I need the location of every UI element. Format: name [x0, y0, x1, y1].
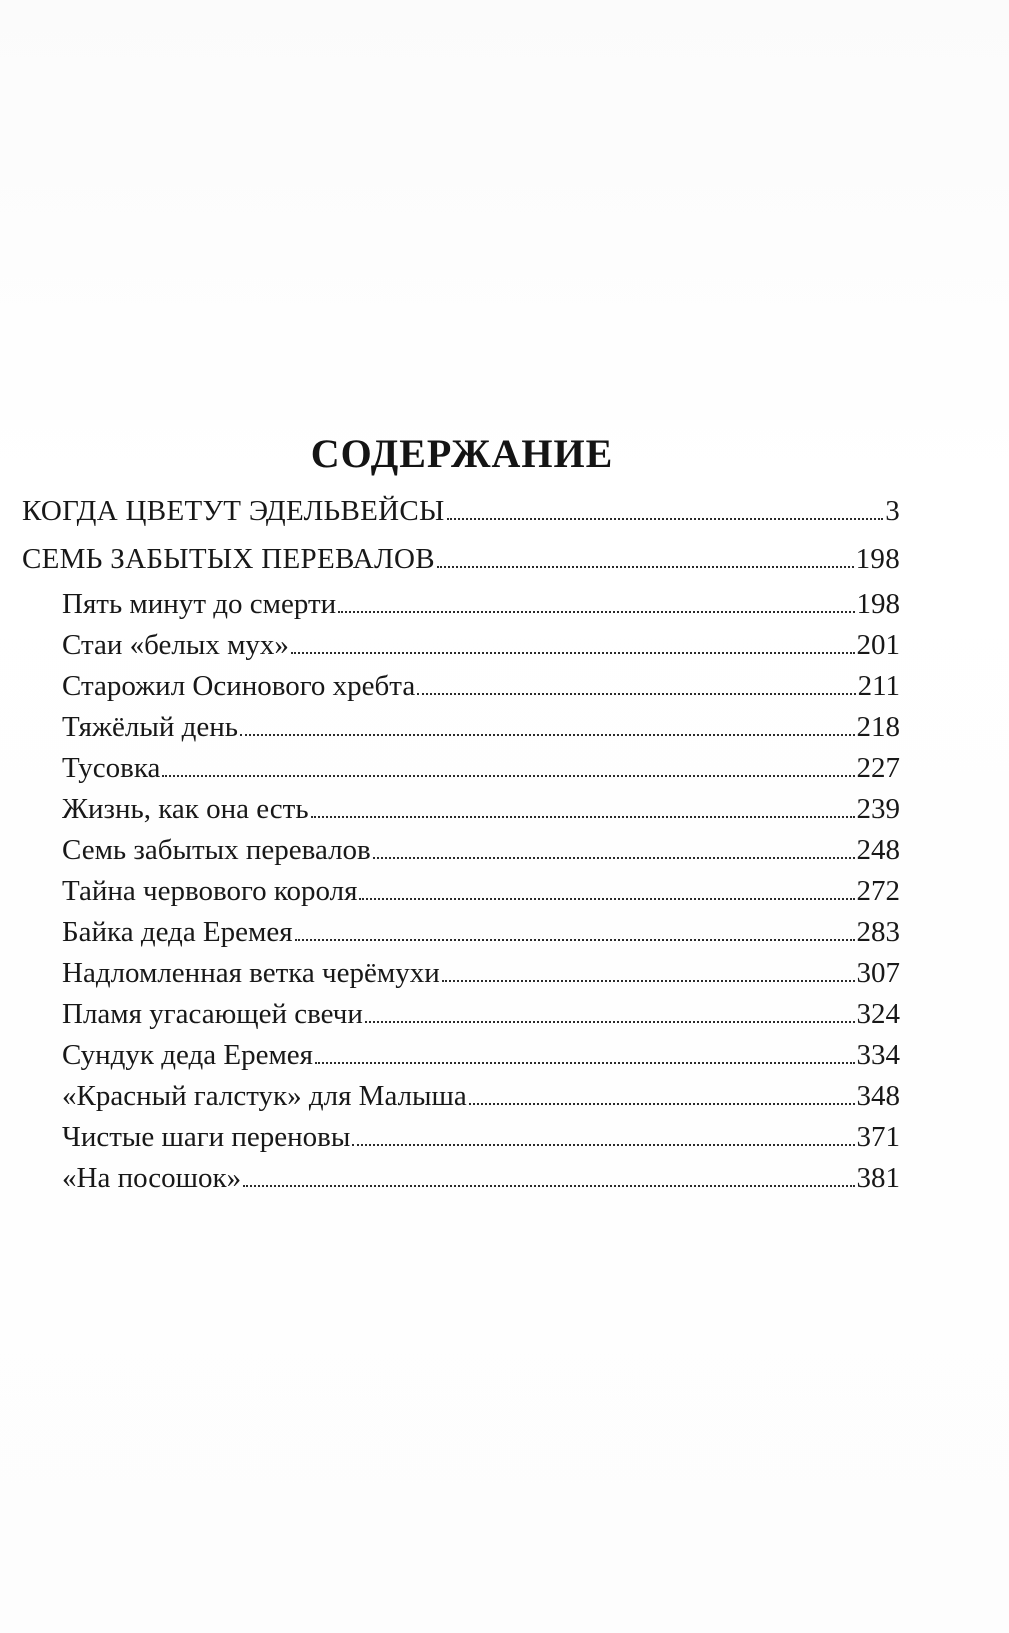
dot-leader [437, 566, 854, 568]
page-number: 239 [856, 793, 900, 825]
dot-leader [417, 693, 855, 695]
toc-chapter-entry[interactable] [62, 1160, 900, 1196]
page-number: 218 [856, 711, 900, 743]
chapter-title: Жизнь, как она есть [62, 793, 309, 825]
page-number: 283 [856, 916, 900, 948]
toc-chapter-entry[interactable] [62, 873, 900, 909]
chapter-title: Стаи «белых мух» [62, 629, 289, 661]
dot-leader [295, 939, 855, 941]
toc-chapter-entry[interactable] [62, 1037, 900, 1073]
page-number: 201 [856, 629, 900, 661]
page-number: 334 [856, 1039, 900, 1071]
page-number: 324 [856, 998, 900, 1030]
dot-leader [352, 1144, 854, 1146]
toc-chapter-entry[interactable] [62, 996, 900, 1032]
page-number: 272 [856, 875, 900, 907]
chapter-title: Пять минут до смерти [62, 588, 337, 620]
page-number: 307 [856, 957, 900, 989]
page-number: 381 [856, 1162, 900, 1194]
toc-part-entry[interactable] [22, 493, 900, 529]
page-number: 198 [855, 543, 900, 575]
chapter-title: Чистые шаги переновы [62, 1121, 351, 1153]
toc-title: СОДЕРЖАНИЕ [310, 431, 614, 476]
dot-leader [291, 652, 855, 654]
toc-chapter-entry[interactable] [62, 627, 900, 663]
dot-leader [338, 611, 854, 613]
toc-chapter-entry[interactable] [62, 832, 900, 868]
page-number: 248 [856, 834, 900, 866]
toc-chapter-entry[interactable] [62, 750, 900, 786]
dot-leader [373, 857, 855, 859]
toc-chapter-entry[interactable] [62, 791, 900, 827]
toc-chapter-entry[interactable] [62, 586, 900, 622]
chapter-title: «На посошок» [62, 1162, 242, 1194]
toc-chapter-entry[interactable] [62, 1119, 900, 1155]
chapter-title: Сундук деда Еремея [62, 1039, 314, 1071]
page-number: 371 [856, 1121, 900, 1153]
page-number: 227 [856, 752, 900, 784]
page-number: 211 [857, 670, 900, 702]
dot-leader [315, 1062, 854, 1064]
dot-leader [311, 816, 855, 818]
toc-part-entry[interactable] [22, 541, 900, 577]
toc-chapter-entry[interactable] [62, 1078, 900, 1114]
toc-chapter-entry[interactable] [62, 668, 900, 704]
dot-leader [240, 734, 855, 736]
dot-leader [365, 1021, 855, 1023]
page-number: 348 [856, 1080, 900, 1112]
dot-leader [162, 775, 854, 777]
chapter-title: Тусовка [62, 752, 161, 784]
dot-leader [447, 518, 884, 520]
chapter-title: Старожил Осинового хребта [62, 670, 416, 702]
dot-leader [359, 898, 854, 900]
toc-chapter-entry[interactable] [62, 709, 900, 745]
chapter-title: Байка деда Еремея [62, 916, 293, 948]
chapter-title: Тайна червового короля [62, 875, 358, 907]
part-title: СЕМЬ ЗАБЫТЫХ ПЕРЕВАЛОВ [22, 543, 435, 575]
chapter-title: Тяжёлый день [62, 711, 238, 743]
chapter-title: «Красный галстук» для Малыша [62, 1080, 467, 1112]
chapter-title: Надломленная ветка черёмухи [62, 957, 440, 989]
toc-chapter-entry[interactable] [62, 955, 900, 991]
chapter-title: Семь забытых перевалов [62, 834, 371, 866]
dot-leader [243, 1185, 854, 1187]
page-number: 3 [885, 495, 900, 527]
page-number: 198 [856, 588, 900, 620]
dot-leader [442, 980, 855, 982]
toc-chapter-entry[interactable] [62, 914, 900, 950]
chapter-title: Пламя угасающей свечи [62, 998, 363, 1030]
part-title: КОГДА ЦВЕТУТ ЭДЕЛЬВЕЙСЫ [22, 495, 445, 527]
dot-leader [469, 1103, 855, 1105]
